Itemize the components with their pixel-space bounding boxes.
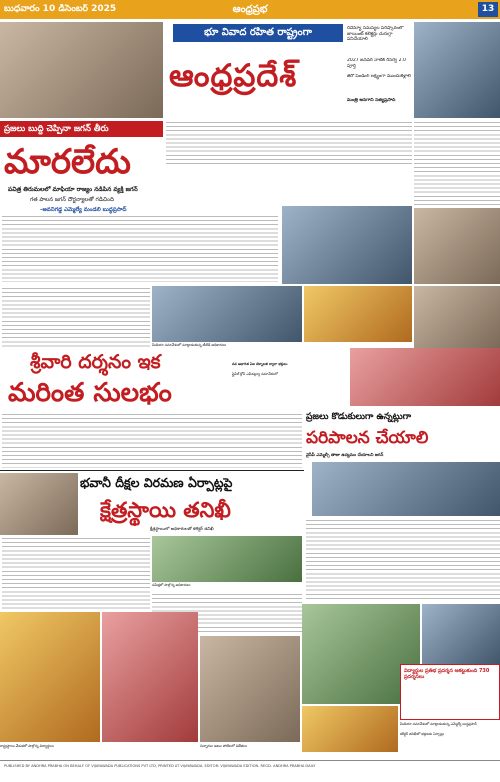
students-photo	[422, 604, 500, 664]
section-divider	[0, 470, 304, 471]
story2-side-caption-1: నవ ఆధారిత ఏఐ టెక్నాలజీ ద్వారా భక్తులు	[232, 362, 288, 366]
story3-photo	[312, 462, 500, 516]
story1-deck1: పవిత్ర తిరుమలలో మాఫియా రాజ్యం నడిపిన వ్యక్తి జగన్	[8, 186, 138, 193]
story3-body	[306, 518, 500, 600]
header-date: బుధవారం 10 డిసెంబర్ 2025	[4, 4, 117, 14]
story2-side-caption-2: ఫ్లైవీల్ క్లోస్ ఎఫ్‌డబ్ల్యూ సమావేశంలో	[232, 372, 278, 376]
story1-deck2: గత పాలన జగన్ దౌర్జన్యాలతో గడిచింది	[30, 197, 114, 203]
story2-headline-bottom: మరింత సులభం	[8, 378, 172, 408]
meeting-photo-right	[414, 208, 500, 284]
story4-sub: క్షేత్రస్థాయిలో అధికారులతో కలెక్టర్ తనిఖీ	[150, 526, 214, 531]
meeting-photo-top-left	[0, 22, 163, 118]
inspection-caption: సమీక్షలో పాల్గొన్న అధికారులు	[152, 583, 191, 587]
bottom-caption-1: రాష్ట్రస్థాయి వేడుకలో పాల్గొన్న విద్యార్థులు	[0, 744, 54, 748]
footer-imprint: PUBLISHED BY ANDHRA PRABHA ON BEHALF OF VIJAYAWADA PUBLICATIONS PVT LTD, PRINTED AT VIJAYAWADA. EDITOR: VIJAYAWADA EDITION. REGD. ANDHRA PRABHA DAILY	[4, 764, 316, 768]
story4-body-left	[2, 536, 150, 610]
bottom-caption-4: కలెక్టర్ తనిఖీలో భక్తులకు ఏర్పాట్లు	[400, 732, 445, 736]
children-costume-photo	[102, 612, 198, 742]
banner-bullet: రెవెన్యూ సమస్యల పరిష్కారంలో జాయింట్ కలెక్టర్లు చురుగ్గా పనిచేయాలి	[347, 26, 404, 43]
story2-headline-top: శ్రీవారి దర్శనం ఇక	[30, 351, 161, 373]
minister-portrait	[414, 22, 500, 118]
bottom-caption-2: చిన్నారుల ఆటల పోటీలలో విజేతలు	[200, 744, 247, 748]
banner-bullet: 2027 జనవరి నాటికి రీసర్వే 2.0 పూర్తి	[347, 58, 406, 69]
banner-bullet: మంత్రి అనగాని సత్యప్రసాద్	[347, 98, 396, 103]
story4-headline: క్షేత్రస్థాయి తనిఖీ	[100, 498, 231, 522]
right-col-body	[414, 120, 500, 206]
banner-bullet: జీరో పెండింగ్ లక్ష్యంగా ముందుకెళ్లాలి	[347, 74, 411, 79]
story1-headline: మారలేదు	[4, 142, 131, 182]
award-photo	[414, 286, 500, 348]
banner-title: ఆంధ్రప్రదేశ్	[169, 58, 298, 94]
banner-bullets	[347, 26, 411, 116]
dance-photo	[200, 636, 300, 742]
banner-tagline: భూ వివాద రహిత రాష్ట్రంగా	[173, 24, 343, 42]
banner	[165, 22, 412, 118]
bottom-caption-3: మీడియా సమావేశంలో మాట్లాడుతున్న ఎమ్మెల్యే బుద్ధప్రసాద్	[400, 722, 477, 726]
portrait-group-photo	[350, 348, 500, 406]
festival-photo	[0, 612, 100, 742]
story3-kicker: ప్రజలు కొడుకులుగా ఉన్నట్లుగా	[306, 412, 411, 422]
bottom-highlight-box	[400, 664, 500, 720]
story2-body	[2, 412, 302, 468]
performers-photo	[302, 706, 398, 752]
inspection-photo	[152, 536, 302, 582]
bottom-box-text: విద్యార్థుల ప్రతిభ ప్రదర్శన ఆకట్టుకుంది 730 ప్రదర్శనలు	[404, 668, 490, 681]
story3-headline: పరిపాలన చేయాలి	[306, 428, 429, 448]
story1-body	[2, 214, 278, 282]
story4-kicker: భవానీ దీక్షల విరమణ ఏర్పాట్లపై	[80, 475, 233, 490]
header-masthead: ఆంధ్రప్రభ	[232, 4, 268, 15]
ceremony-photo	[0, 473, 78, 535]
officials-photo	[282, 206, 412, 284]
story2-left-text	[2, 286, 150, 348]
story1-deck3: -అవనిగడ్డ ఎమ్మెల్యే మండలి బుద్ధప్రసాద్	[40, 207, 127, 213]
ttd-press-photo	[152, 286, 302, 342]
story3-deck: వైసీపీ ఎమ్మెల్సీ తాజా ఉద్యమం చేయాలని జగన్	[306, 452, 384, 457]
footer-rule	[0, 760, 500, 761]
banner-story-body	[166, 120, 412, 164]
page-number: 13	[478, 2, 498, 17]
header-bar	[0, 0, 500, 19]
temple-photo	[304, 286, 412, 342]
story1-kicker: ప్రజలు బుద్ది చెప్పినా జగన్ తీరు	[0, 121, 163, 137]
ttd-photo-caption: మీడియా సమావేశంలో మాట్లాడుతున్న టీటీడీ అధికారులు	[152, 343, 227, 347]
